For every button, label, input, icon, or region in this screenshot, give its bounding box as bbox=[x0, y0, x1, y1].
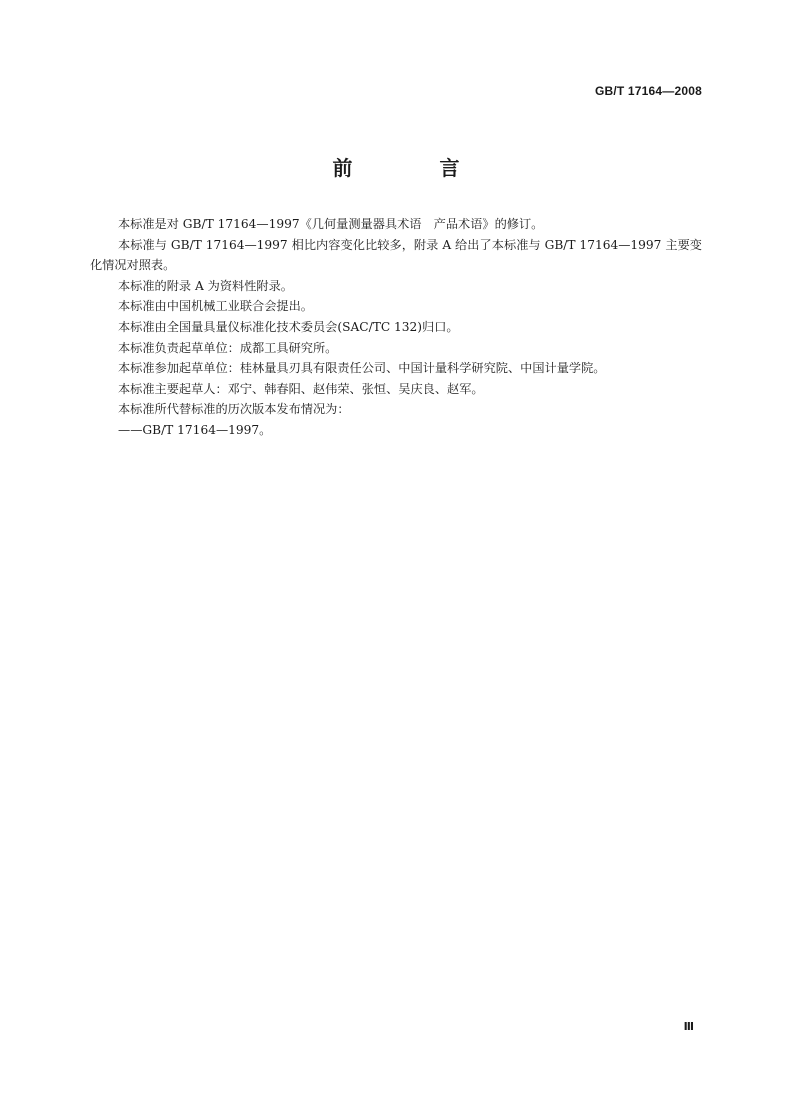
paragraph-drafters: 本标准主要起草人：邓宁、韩春阳、赵伟荣、张恒、吴庆良、赵军。 bbox=[118, 381, 484, 396]
paragraph-history-intro: 本标准所代替标准的历次版本发布情况为： bbox=[118, 402, 350, 417]
foreword-body bbox=[90, 214, 702, 441]
paragraph-annex: 本标准的附录 A 为资料性附录。 bbox=[118, 278, 293, 293]
paragraph-changes: 本标准与 GB/T 17164—1997 相比内容变化比较多，附录 A 给出了本标准与 GB/T 17164—1997 主要变化情况对照表。 bbox=[90, 237, 702, 273]
page-number: Ⅲ bbox=[683, 1020, 694, 1033]
paragraph-history-item: ——GB/T 17164—1997。 bbox=[118, 422, 272, 437]
page-title: 前 言 bbox=[332, 156, 500, 180]
paragraph-proposer: 本标准由中国机械工业联合会提出。 bbox=[118, 299, 313, 314]
paragraph-committee: 本标准由全国量具量仪标准化技术委员会(SAC/TC 132)归口。 bbox=[118, 319, 459, 334]
paragraph-revision: 本标准是对 GB/T 17164—1997《几何量测量器具术语 产品术语》的修订。 bbox=[118, 217, 544, 231]
paragraph-drafting-unit: 本标准负责起草单位：成都工具研究所。 bbox=[118, 340, 338, 355]
paragraph-participating-units: 本标准参加起草单位：桂林量具刃具有限责任公司、中国计量科学研究院、中国计量学院。 bbox=[118, 361, 606, 376]
document-code: GB/T 17164—2008 bbox=[594, 84, 702, 98]
